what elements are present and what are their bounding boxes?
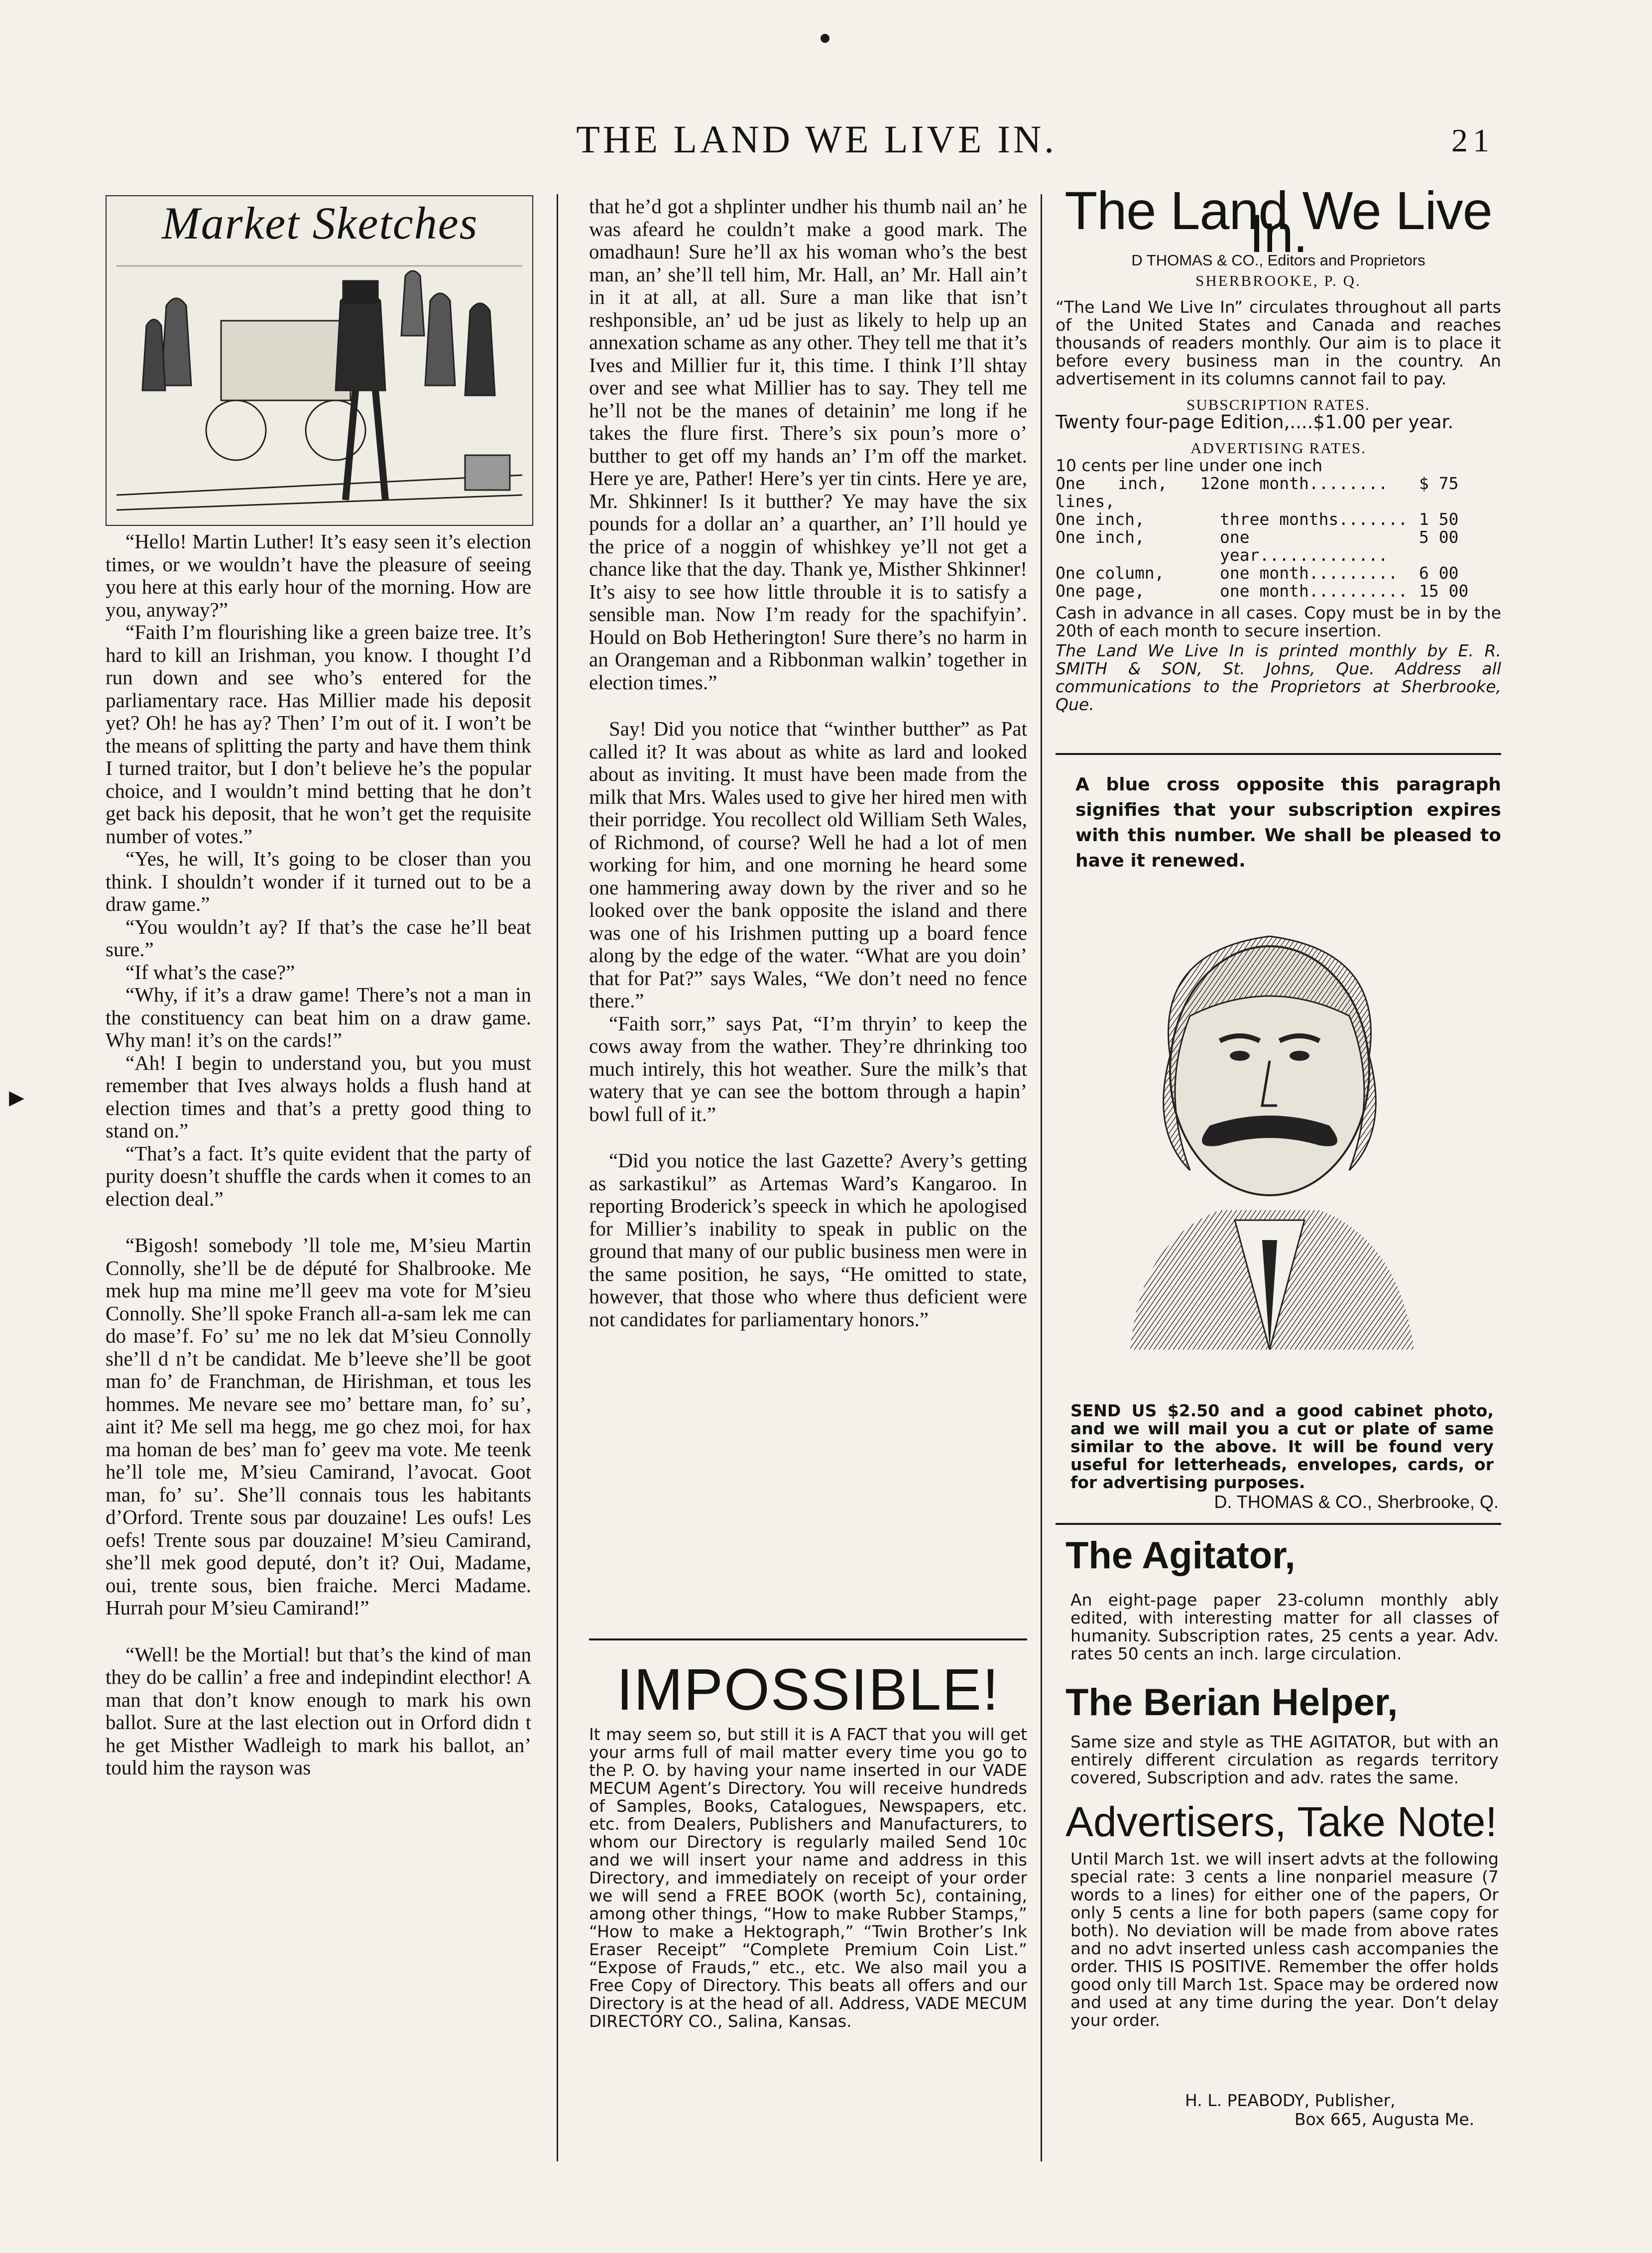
- paragraph: “That’s a fact. It’s quite evident that the party of purity doesn’t shuffle the cards when it comes to an election deal.”: [106, 1141, 531, 1210]
- agitator-body: An eight-page paper 23-column monthly ably edited, with interesting matter for all classes of humanity. Subscription rates, 25 cents a year. Adv. rates 50 cents an inch. large circulation.: [1070, 1590, 1499, 1663]
- masthead-editors: D THOMAS & CO., Editors and Proprietors: [1131, 251, 1425, 269]
- photo-offer: SEND US $2.50 and a good cabinet photo, and we will mail you a cut or plate of same similar to the above. It will be found very useful for letterheads, envelopes, cards, or for advertising purposes.: [1070, 1401, 1494, 1492]
- running-head: THE LAND WE LIVE IN.: [576, 118, 1057, 161]
- rates-table: [1056, 475, 1501, 600]
- sketch-title: Market Sketches: [162, 198, 478, 249]
- paragraph: “If what’s the case?”: [125, 960, 295, 984]
- impossible-headline: IMPOSSIBLE!: [616, 1657, 1000, 1723]
- section-rule: [1056, 1523, 1501, 1525]
- paragraph: “Faith I’m flourishing like a green baize tree. It’s hard to kill an Irishman, you know. I thought I’d run down and see who’s entered for the parliamentary race. Has Millier made his deposit yet? Oh! he has ay? Then’ I’m out of it. I won’t be the means of splitting the party and have them think I turned traitor, but I don’t believe he’s the popular choice, and I wouldn’t mind betting that he don’t get back his deposit, that he won’t get the requisite number of votes.”: [106, 621, 531, 848]
- paragraph: “Why, if it’s a draw game! There’s not a man in the constituency can beat him on a draw game. Why man! it’s on the cards!”: [106, 983, 531, 1051]
- agitator-title: The Agitator,: [1065, 1534, 1296, 1577]
- printer-dot: [821, 34, 829, 43]
- column-2: [589, 195, 1027, 1331]
- section-rule: [589, 1638, 1027, 1640]
- paragraph: “Bigosh! somebody ’ll tole me, M’sieu Martin Connolly, she’ll be de député for Shalbrooke. Me mek hup ma mine me’ll geev ma vote for M’sieu Connolly. She’ll spoke Franch all-a-sam lek me can do mase’f. Fo’ su’ me no lek dat M’sieu Connolly she’ll d n’t be candidat. Me b’leeve she’ll be goot man fo’ de Franchman, de Hirishman, et tous les hommes. Me nevare see mo’ bettare man, fo’ su’, aint it? Me sell ma hegg, me go chez moi, for hax ma homan de bes’ man fo’ geev ma vote. Me teenk he’ll tole me, M’sieu Camirand, l’avocat. Goot man, fo’ su’. She’ll connais tous les habitants d’Orford. Trente sous par douzaine! Les oufs! Les oefs! Trente sous par douzaine! M’sieu Camirand, she’ll mek good deputé, don’t it? Oui, Madame, oui, trente sous, bien fraiche. Merci Madame. Hurrah pour M’sieu Camirand!”: [106, 1234, 531, 1619]
- circulation-note: “The Land We Live In” circulates throughout all parts of the United States and Canada and reaches thousands of readers monthly. Our aim is to place it before every business man in the country. An advertisement in its columns cannot fail to pay.: [1056, 297, 1501, 388]
- rate-row: One inch, 12 lines, one month........ $ 75: [1056, 474, 1459, 511]
- impossible-body: It may seem so, but still it is A FACT that you will get your arms full of mail matter every time you go to the P. O. by having your name inserted in our VADE MECUM Agent’s Directory. You will receive hundreds of Samples, Books, Catalogues, Newspapers, etc. etc. from Dealers, Publishers and Manufacturers, to whom our Directory is regularly mailed Send 10c and we will insert your name and address in this Directory, and immediately on receipt of your order we will send a FREE BOOK (worth 5c), containing, among other things, “How to make Rubber Stamps,” “How to make a Hektograph,” “Twin Brother’s Ink Eraser Receipt” “Complete Premium Coin List.” “Expose of Frauds,” etc., etc. We also mail you a Free Copy of Directory. This beats all offers and our Directory is at the head of all. Address, VADE MECUM DIRECTORY CO., Salina, Kansas.: [589, 1725, 1027, 2031]
- advertisers-title: Advertisers, Take Note!: [1065, 1798, 1497, 1845]
- paragraph: “Ah! I begin to understand you, but you must remember that Ives always holds a flush hand at election times and that’s a pretty good thing to stand on.”: [106, 1051, 531, 1142]
- column-3: [1056, 180, 1501, 714]
- advertising-heading: ADVERTISING RATES.: [1190, 439, 1366, 457]
- margin-mark: ▶: [9, 1086, 24, 1109]
- subscription-heading: SUBSCRIPTION RATES.: [1186, 396, 1370, 413]
- column-divider: [1041, 194, 1042, 2161]
- masthead-location: SHERBROOKE, P. Q.: [1195, 272, 1361, 289]
- page-number: 21: [1451, 123, 1494, 159]
- rate-row: One column, one month......... 6 00: [1056, 563, 1459, 583]
- berian-body: Same size and style as THE AGITATOR, but with an entirely different circulation as regards territory covered, Subscription and adv. rates the same.: [1070, 1732, 1499, 1787]
- publisher-address: Box 665, Augusta Me.: [1295, 2110, 1475, 2129]
- masthead-title: The Land We Live In.: [1064, 180, 1492, 263]
- advertising-intro: 10 cents per line under one inch: [1056, 456, 1322, 475]
- portrait-engraving: [1070, 891, 1469, 1350]
- berian-title: The Berian Helper,: [1065, 1681, 1398, 1724]
- blue-cross-note: A blue cross opposite this paragraph signifies that your subscription expires with this number. We shall be pleased to have it renewed.: [1075, 774, 1501, 871]
- rate-row: One inch, three months....... 1 50: [1056, 509, 1459, 529]
- subscription-rate: Twenty four-page Edition,....$1.00 per year.: [1056, 411, 1454, 433]
- printed-note: The Land We Live In is printed monthly by E. R. SMITH & SON, St. Johns, Que. Address all communications to the Proprietors at Sherbrooke, Que.: [1056, 641, 1501, 714]
- column-divider: [557, 194, 558, 2161]
- publisher-name: H. L. PEABODY, Publisher,: [1185, 2091, 1396, 2110]
- advertisers-body: Until March 1st. we will insert advts at the following special rate: 3 cents a line nonpariel measure (7 words to a lines) for either one of the papers, Or only 5 cents a line for both papers (same copy for both). No deviation will be made from above rates and no advt inserted unless cash accompanies the order. THIS IS POSITIVE. Remember the offer holds good only till March 1st. Space may be ordered now and used at any time during the year. Don’t delay your order.: [1070, 1849, 1499, 2030]
- rate-row: One page, one month.......... 15 00: [1056, 581, 1469, 601]
- man-portrait-image: [1070, 891, 1469, 1350]
- section-rule: [1056, 753, 1501, 755]
- column-1: [106, 530, 531, 1779]
- paragraph: “You wouldn’t ay? If that’s the case he’ll beat sure.”: [106, 915, 531, 961]
- cash-note: Cash in advance in all cases. Copy must be in by the 20th of each month to secure insertion.: [1056, 603, 1501, 640]
- photo-offer-signature: D. THOMAS & CO., Sherbrooke, Q.: [1214, 1492, 1499, 1512]
- paragraph: “Well! be the Mortial! but that’s the kind of man they do be callin’ a free and indepindint electhor! A man that don’t know enough to mark his own ballot. Sure at the last election out in Orford didn t he get Misther Wadleigh to mark his ballot, an’ tould him the rayson was: [106, 1642, 531, 1779]
- rate-row: One inch, one year............. 5 00: [1056, 527, 1459, 565]
- paragraph: “Yes, he will, It’s going to be closer than you think. I shouldn’t wonder if it turned out to be a draw game.”: [106, 847, 531, 915]
- paragraph: “Faith sorr,” says Pat, “I’m thryin’ to keep the cows away from the wather. They’re dhrinking too much intirely, this hot weather. Sure the milk’s that watery that ye can see the bottom through a hapin’ bowl full of it.”: [589, 1011, 1027, 1126]
- paragraph: Say! Did you notice that “winther butther” as Pat called it? It was about as white as lard and looked about as inviting. It must have been made from the milk that Mrs. Wales used to give her hired men with their porridge. You recollect old William Seth Wales, of Richmond, of course? Well he had a lot of men working for him, and one morning he heard some one hammering away down by the river and so he looked over the bank opposite the island and there was one of his Irishmen putting up a board fence along by the edge of the water. “What are you doin’ that for Pat?” says Wales, “We don’t need no fence there.”: [589, 717, 1027, 1012]
- paragraph: that he’d got a shplinter undher his thumb nail an’ he was afeard he couldn’t make a good mark. The omadhaun! Sure he’ll ax his woman who’s the best man, an’ she’ll tell him, Mr. Hall, an’ Mr. Hall ain’t in it at all, at all. Sure a man like that isn’t reshponsible, an’ ud be just as likely to help up an annexation schame as any other. They tell me that it’s Ives and Millier fur it, this time. I think I’ll shtay over and see what Millier has to say. They tell me he’ll not be the manes of detainin’ me long if he takes the flure first. There’s six poun’s more o’ butther to get off my hands an’ I’m off the market. Here ye are, Pather! Here’s yer tin cints. Here ye are, Mr. Shkinner! Is it butther? Ye may have the six pounds for a dollar an’ a quarther, an’ I’ll hould ye the price of a noggin of whishkey ye’ll not get a chance like that the day. Thank ye, Misther Shkinner! It’s aisy to see how little throuble it is to satisfy a sensible man. Now I’m ready for the spachifyin’. Hould on Bob Hetherington! Sure there’s no harm in an Orangeman and a Ribbonman walkin’ together in election times.”: [589, 195, 1027, 694]
- paragraph: “Hello! Martin Luther! It’s easy seen it’s election times, or we wouldn’t have the pleasure of seeing you here at this early hour of the morning. How are you, anyway?”: [106, 530, 531, 621]
- paragraph: “Did you notice the last Gazette? Avery’s getting as sarkastikul” as Artemas Ward’s Kangaroo. In reporting Broderick’s speeck in which he apologised for Millier’s inability to speak in public on the ground that many of our public business men were in the same position, he says, “He omitted to state, however, that those who where thus deficient were not candidates for parliamentary honors.”: [589, 1149, 1027, 1331]
